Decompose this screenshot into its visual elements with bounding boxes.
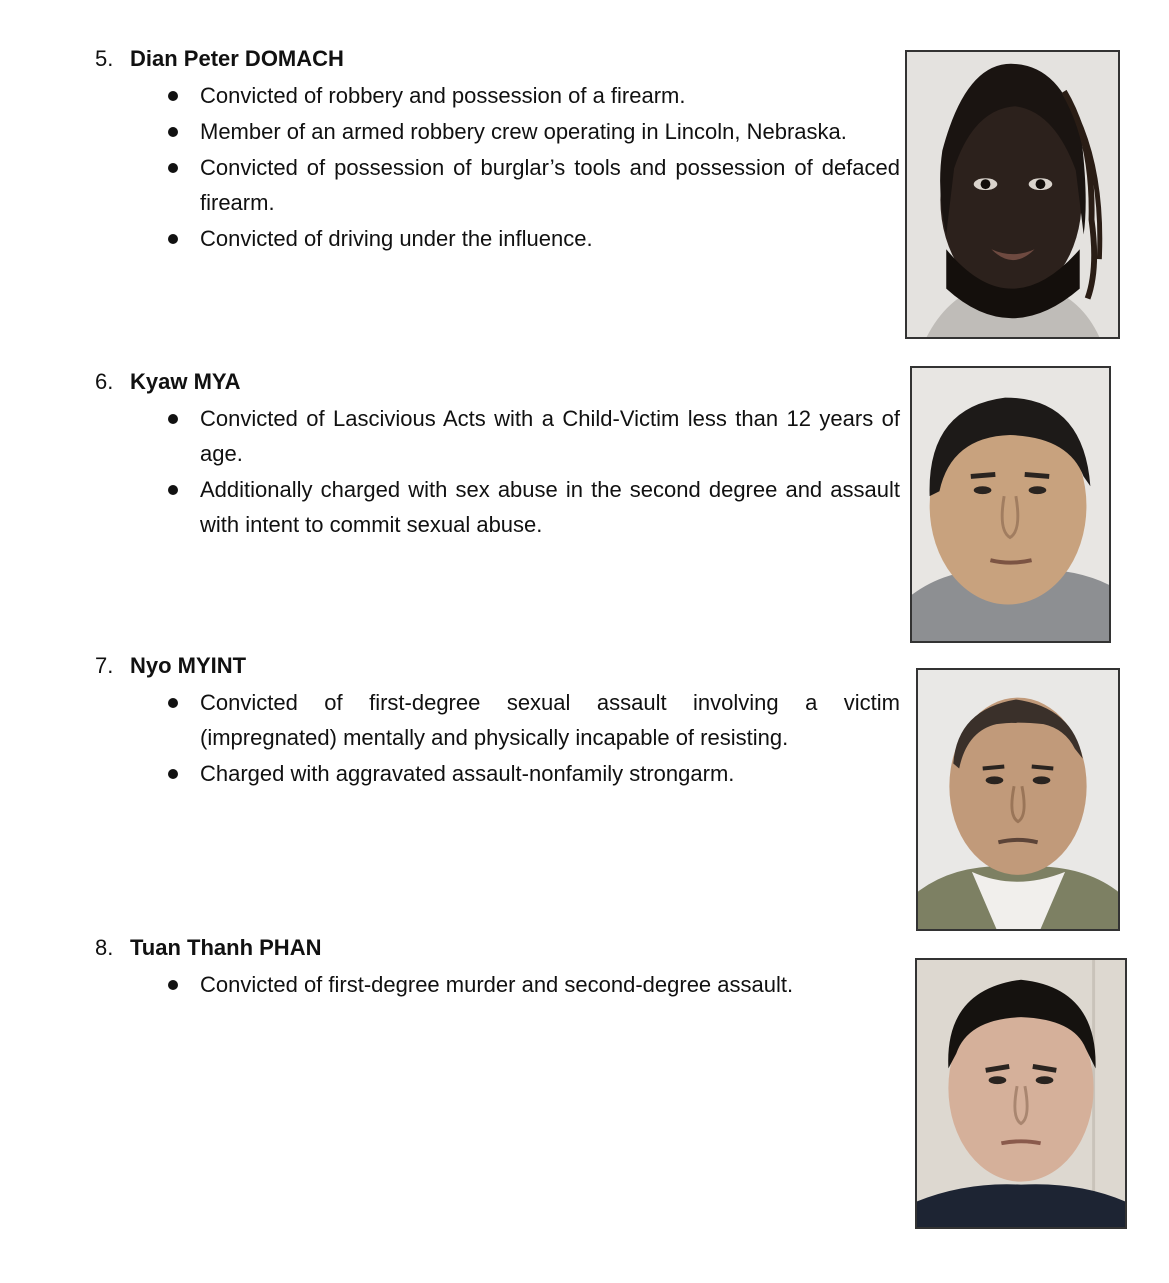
entry-5	[95, 44, 900, 257]
bullet-icon	[168, 485, 178, 495]
bullet-icon	[168, 414, 178, 424]
bullet-text: Convicted of first-degree murder and second-degree assault.	[200, 972, 794, 997]
bullet-list	[95, 967, 900, 1002]
entry-heading	[95, 44, 900, 74]
bullet-icon	[168, 698, 178, 708]
entry-number: 7.	[95, 653, 114, 678]
portrait-photo-6	[910, 366, 1111, 643]
entry-number: 8.	[95, 935, 114, 960]
entry-number: 5.	[95, 46, 114, 71]
bullet-text: Convicted of driving under the influence.	[200, 226, 593, 251]
bullet-icon	[168, 127, 178, 137]
bullet-list	[95, 78, 900, 256]
entry-name: Nyo MYINT	[130, 653, 247, 678]
list-item	[95, 685, 900, 755]
list-item	[95, 78, 900, 113]
bullet-text: Additionally charged with sex abuse in the second degree and assault with intent to commit sexual abuse.	[200, 477, 900, 537]
entry-8	[95, 933, 900, 1003]
entry-name: Tuan Thanh PHAN	[130, 935, 322, 960]
bullet-text: Convicted of Lascivious Acts with a Child-Victim less than 12 years of age.	[200, 406, 900, 466]
list-item	[95, 114, 900, 149]
bullet-icon	[168, 769, 178, 779]
bullet-text: Convicted of first-degree sexual assault involving a victim (impregnated) mentally and physically incapable of resisting.	[200, 690, 900, 750]
entry-name: Kyaw MYA	[130, 369, 241, 394]
list-item	[95, 472, 900, 542]
entry-7	[95, 651, 900, 792]
bullet-text: Charged with aggravated assault-nonfamily strongarm.	[200, 761, 735, 786]
bullet-icon	[168, 980, 178, 990]
bullet-text: Convicted of robbery and possession of a firearm.	[200, 83, 686, 108]
portrait-photo-5	[905, 50, 1120, 339]
list-item	[95, 756, 900, 791]
portrait-photo-7	[916, 668, 1120, 931]
entry-6	[95, 367, 900, 543]
entry-heading	[95, 651, 900, 681]
entry-name: Dian Peter DOMACH	[130, 46, 344, 71]
bullet-text: Convicted of possession of burglar’s tools and possession of defaced firearm.	[200, 155, 900, 215]
bullet-text: Member of an armed robbery crew operating in Lincoln, Nebraska.	[200, 119, 847, 144]
list-item	[95, 150, 900, 220]
bullet-icon	[168, 91, 178, 101]
bullet-list	[95, 685, 900, 791]
portrait-photo-8	[915, 958, 1127, 1229]
list-item	[95, 967, 900, 1002]
bullet-icon	[168, 163, 178, 173]
entry-heading	[95, 933, 900, 963]
list-item	[95, 401, 900, 471]
entry-number: 6.	[95, 369, 114, 394]
bullet-list	[95, 401, 900, 542]
list-item	[95, 221, 900, 256]
entry-heading	[95, 367, 900, 397]
bullet-icon	[168, 234, 178, 244]
